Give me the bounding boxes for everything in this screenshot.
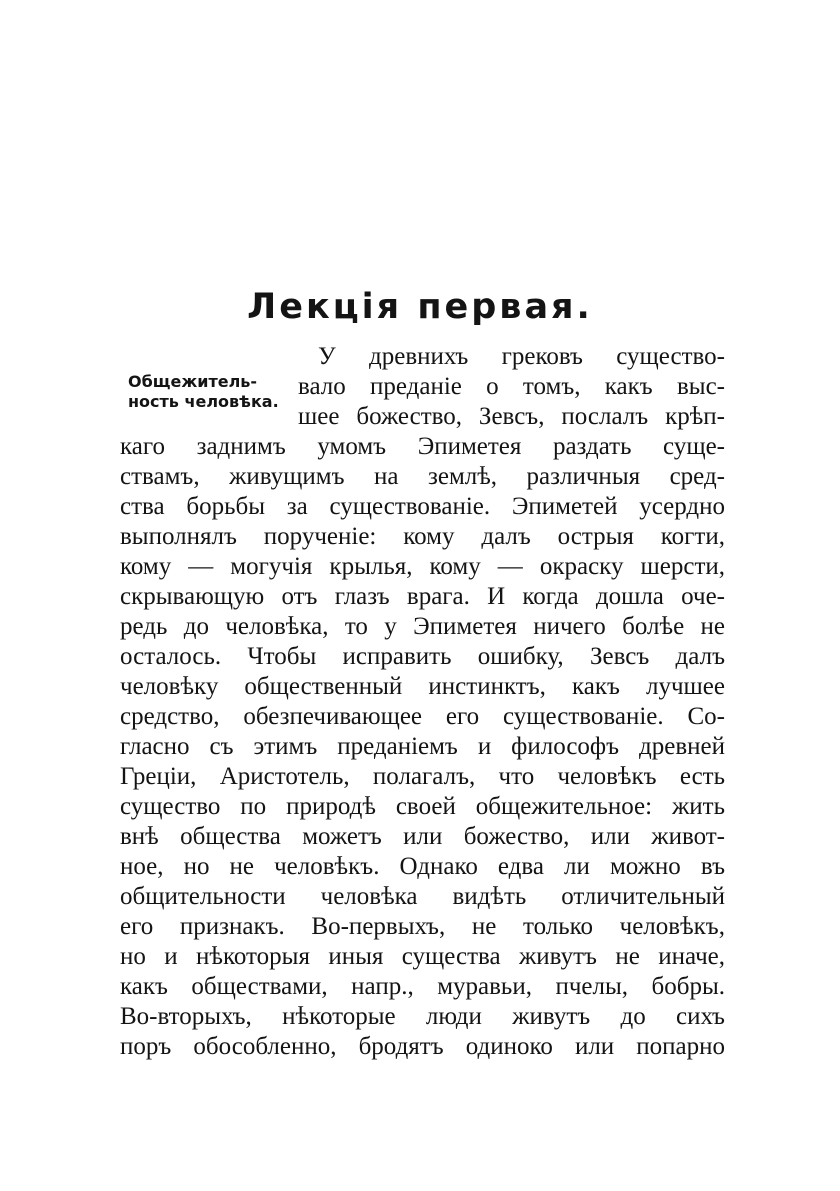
text-line: скрывающую отъ глазъ врага. И когда дошла оче- <box>120 583 725 610</box>
text-line: кому — могучія крылья, кому — окраску шерсти, <box>120 553 725 580</box>
text-line: существо по природѣ своей общежительное: жить <box>120 793 725 820</box>
text-line: ства борьбы за существованіе. Эпиметей усердно <box>120 493 725 520</box>
text-line: общительности человѣка видѣть отличительный <box>120 883 725 910</box>
text-line: вало преданіе о томъ, какъ выс- <box>298 373 725 400</box>
text-line: каго заднимъ умомъ Эпиметея раздать суще- <box>120 433 725 460</box>
text-line: внѣ общества можетъ или божество, или живот- <box>120 823 725 850</box>
text-line: Во-вторыхъ, нѣкоторые люди живутъ до сихъ <box>120 1003 725 1030</box>
text-line: осталось. Чтобы исправить ошибку, Зевсъ далъ <box>120 643 725 670</box>
body-text <box>120 342 725 1062</box>
text-line: ствамъ, живущимъ на землѣ, различныя сред- <box>120 463 725 490</box>
text-line: гласно съ этимъ преданіемъ и философъ древней <box>120 733 725 760</box>
text-line: человѣку общественный инстинктъ, какъ лучшее <box>120 673 725 700</box>
text-line: У древнихъ грековъ существо- <box>318 343 725 370</box>
text-line: ное, но не человѣкъ. Однако едва ли можно въ <box>120 853 725 880</box>
text-line: выполнялъ порученіе: кому далъ острыя когти, <box>120 523 725 550</box>
text-line: но и нѣкоторыя иныя существа живутъ не иначе, <box>120 943 725 970</box>
text-line: какъ обществами, напр., муравьи, пчелы, бобры. <box>120 973 725 1000</box>
text-line: редь до человѣка, то у Эпиметея ничего болѣе не <box>120 613 725 640</box>
text-line: средство, обезпечивающее его существованіе. Со- <box>120 703 725 730</box>
text-line: поръ обособленно, бродятъ одиноко или попарно <box>120 1033 725 1060</box>
text-line: Греціи, Аристотель, полагалъ, что человѣкъ есть <box>120 763 725 790</box>
text-line: шее божество, Зевсъ, послалъ крѣп- <box>298 403 725 430</box>
text-line: его признакъ. Во-первыхъ, не только человѣкъ, <box>120 913 725 940</box>
margin-note-line: Общежитель- <box>128 372 258 391</box>
margin-note-line: ность человѣка. <box>128 392 279 411</box>
page-title: Лекція первая. <box>247 287 593 327</box>
